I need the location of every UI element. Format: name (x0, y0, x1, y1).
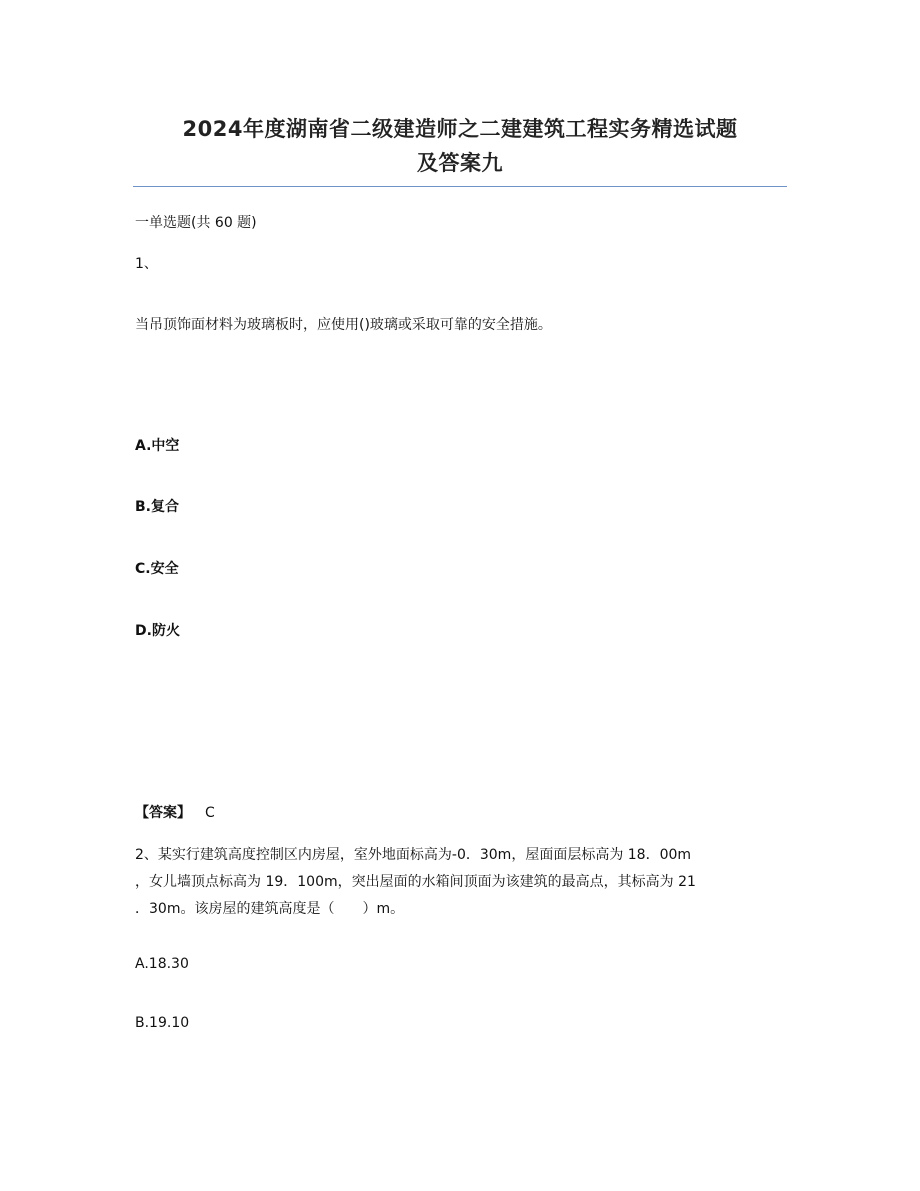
question-1-option-b: B.复合 (135, 499, 179, 515)
question-1-option-a: A.中空 (135, 438, 180, 454)
section-heading: 一单选题(共 60 题) (135, 215, 257, 231)
answer-value: C (205, 805, 215, 821)
page-title (120, 112, 800, 180)
question-2-line-1: 2、某实行建筑高度控制区内房屋，室外地面标高为-0．30m，屋面面层标高为 18．00m (135, 847, 692, 863)
question-1-answer (135, 804, 215, 822)
question-2-line-2: ，女儿墙顶点标高为 19．100m，突出屋面的水箱间顶面为该建筑的最高点，其标高为 21 (135, 874, 696, 890)
question-1-option-c: C.安全 (135, 561, 179, 577)
question-2-option-a: A.18.30 (135, 956, 189, 972)
question-2-option-b: B.19.10 (135, 1015, 190, 1031)
answer-label: 【答案】 (135, 805, 191, 821)
title-divider (133, 186, 787, 187)
question-1-text: 当吊顶饰面材料为玻璃板时，应使用()玻璃或采取可靠的安全措施。 (135, 317, 552, 333)
question-2-text (135, 842, 785, 923)
title-line-1: 2024年度湖南省二级建造师之二建建筑工程实务精选试题 (182, 117, 738, 141)
title-line-2: 及答案九 (417, 151, 503, 175)
question-1-number: 1、 (135, 256, 158, 272)
question-1-option-d: D.防火 (135, 623, 180, 639)
question-2-line-3: ．30m。该房屋的建筑高度是（ ）m。 (135, 901, 405, 917)
